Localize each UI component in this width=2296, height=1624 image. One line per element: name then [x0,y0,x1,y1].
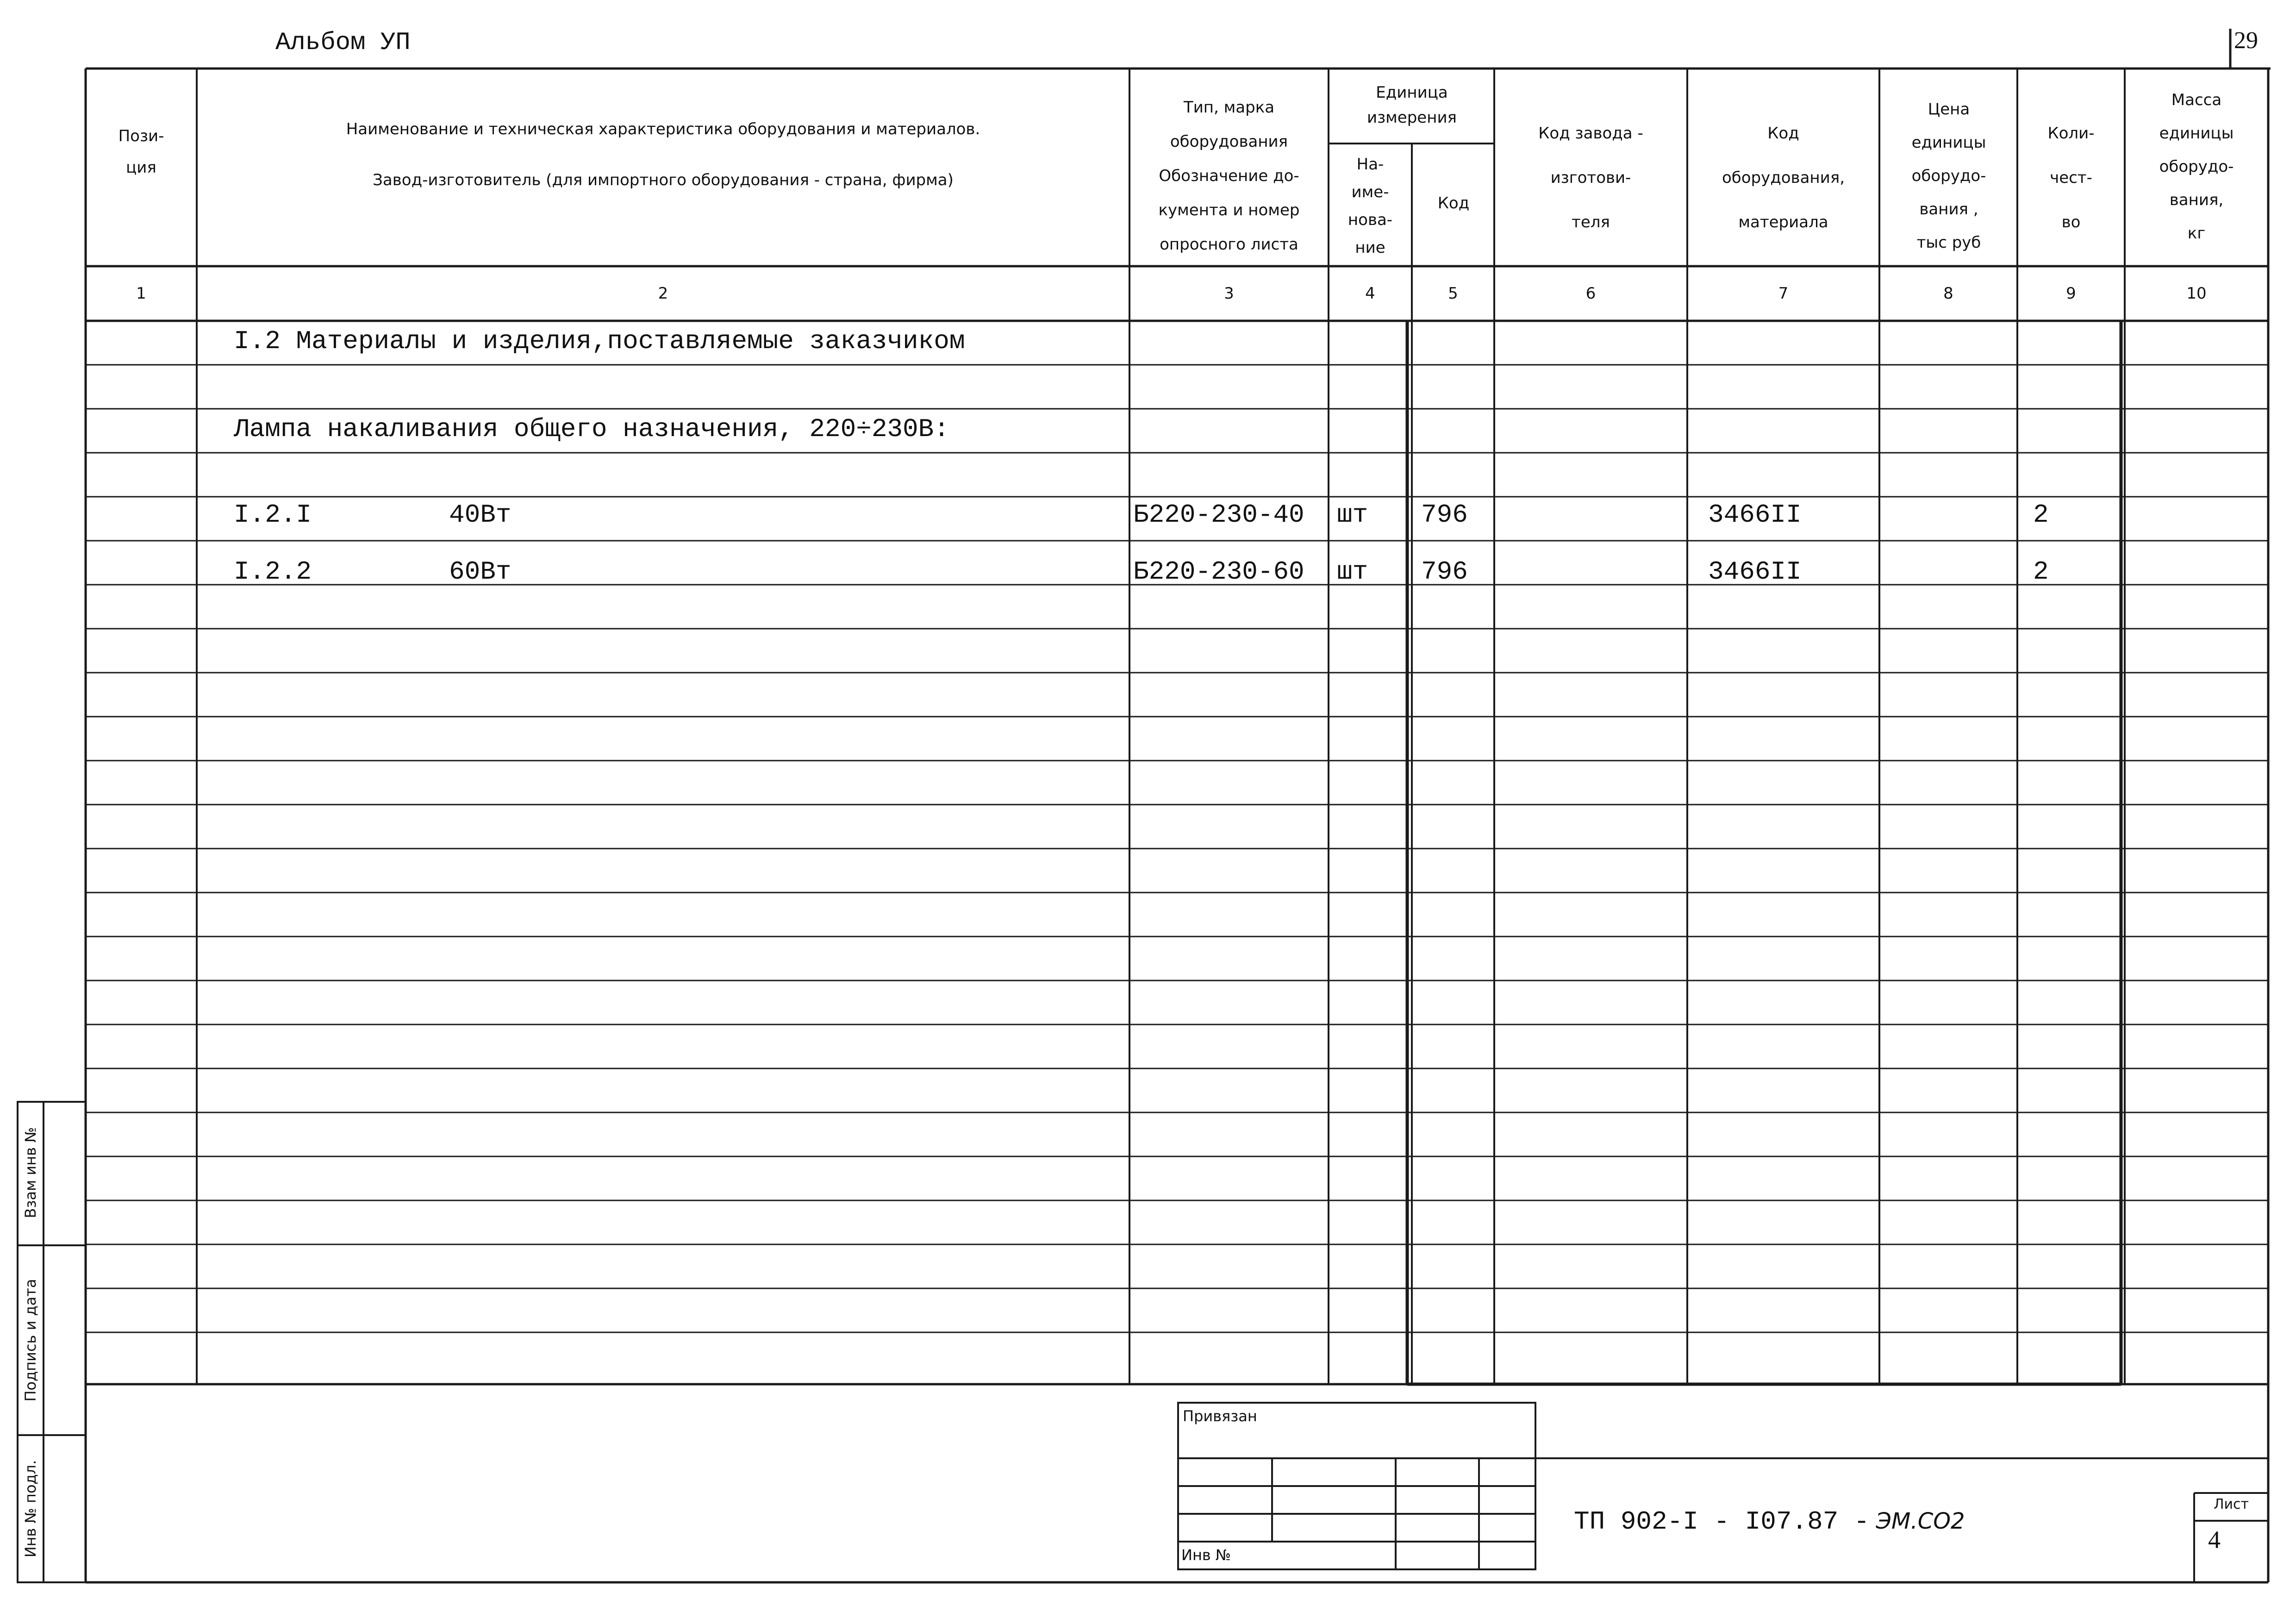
document-code: ТП 902-I - I07.87 - ЭМ.СО2 [1574,1507,1965,1537]
item-unit-code: 796 [1421,500,1468,530]
header-unit-group: Единица измерения [1366,83,1457,127]
sheet-number: 4 [2208,1526,2221,1554]
item-unit-name: шт [1337,500,1368,530]
side-label-signature-date: Подпись и дата [22,1279,39,1402]
header-equipment-code: Код оборудования, материала [1722,124,1845,231]
header-unit-name: На- име- нова- ние [1348,155,1393,257]
colnum-5: 5 [1448,284,1458,303]
colnum-1: 1 [136,284,146,303]
header-position: Пози- ция [118,127,164,177]
item-type: Б220-230-40 [1133,500,1304,530]
item-quantity: 2 [2033,557,2049,587]
colnum-7: 7 [1778,284,1789,303]
header-mass: Масса единицы оборудо- вания, кг [2159,91,2234,243]
header-manufacturer-code: Код завода - изготови- теля [1538,124,1643,231]
colnum-2: 2 [658,284,668,303]
item-position: I.2.I [234,500,312,530]
item-quantity: 2 [2033,500,2049,530]
sheet-label: Лист [2213,1496,2249,1512]
page-number: 29 [2234,27,2258,54]
stamp-privyazan: Привязан [1183,1407,1257,1425]
header-name: Наименование и техническая характеристика оборудования и материалов. Завод-изготовитель (для импортного оборудования - страна, фирма) [346,120,980,189]
colnum-4: 4 [1365,284,1375,303]
item-equipment-code: 3466II [1708,557,1802,587]
header-unit-code: Код [1437,194,1470,212]
header-type: Тип, марка оборудования Обозначение до- кумента и номер опросного листа [1158,98,1300,254]
item-position: I.2.2 [234,557,312,587]
colnum-9: 9 [2066,284,2076,303]
header-price: Цена единицы оборудо- вания , тыс руб [1911,100,1986,252]
stamp-inv-no: Инв № [1181,1546,1231,1564]
group-title: Лампа накаливания общего назначения, 220÷230В: [234,414,949,444]
colnum-10: 10 [2186,284,2207,303]
side-label-replaced-inv: Взам инв № [22,1127,39,1218]
item-equipment-code: 3466II [1708,500,1802,530]
section-title: I.2 Материалы и изделия,поставляемые заказчиком [234,326,965,356]
side-label-original-inv: Инв № подл. [22,1460,39,1558]
item-unit-name: шт [1337,557,1368,587]
item-unit-code: 796 [1421,557,1468,587]
item-type: Б220-230-60 [1133,557,1304,587]
album-title: Альбом УП [275,29,411,57]
item-name: 60Вт [449,557,512,587]
colnum-3: 3 [1224,284,1234,303]
item-name: 40Вт [449,500,512,530]
colnum-8: 8 [1943,284,1953,303]
header-quantity: Коли- чест- во [2047,124,2095,231]
colnum-6: 6 [1585,284,1596,303]
